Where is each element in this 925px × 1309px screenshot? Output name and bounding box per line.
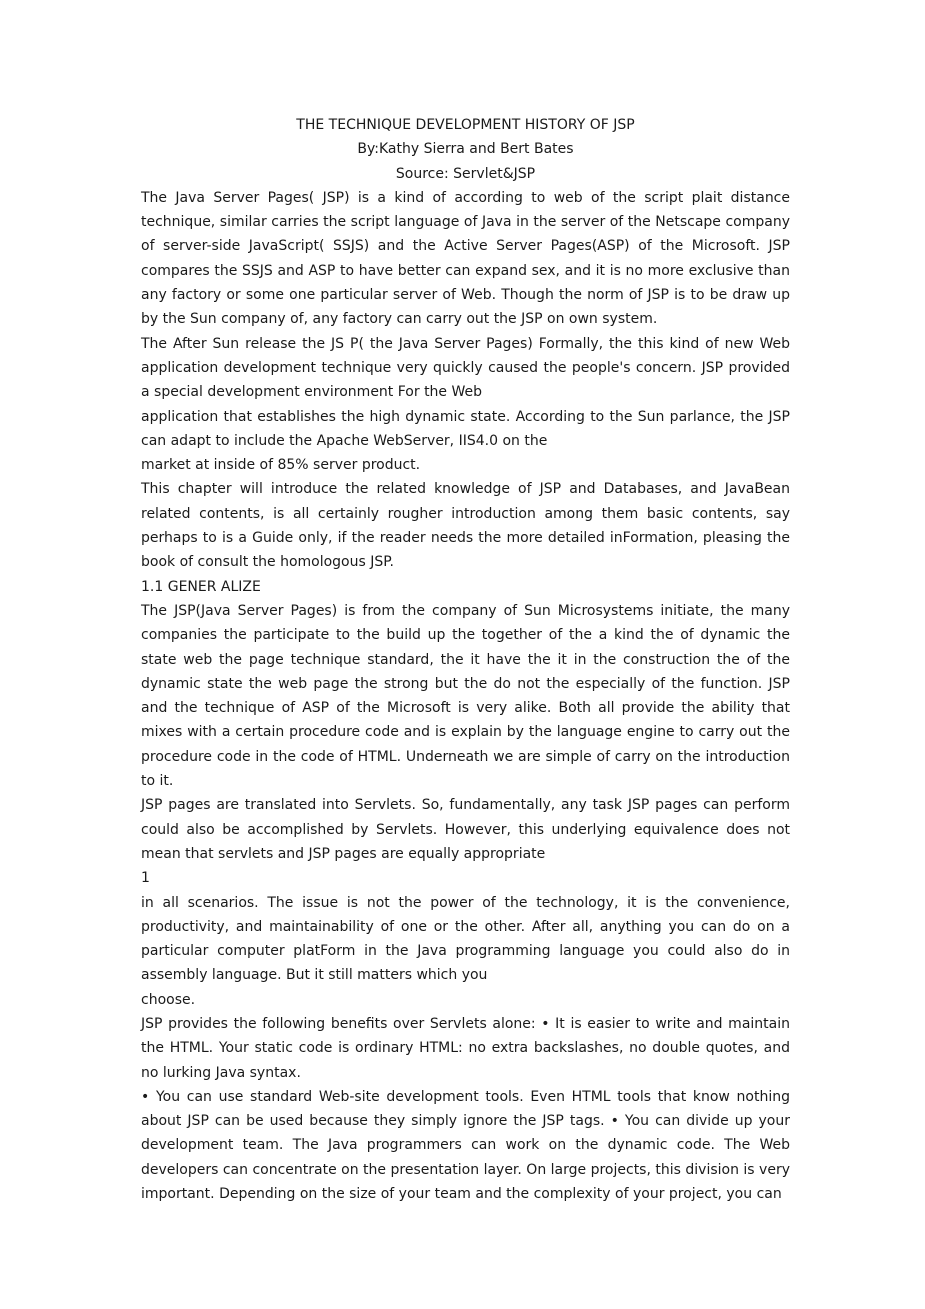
paragraph-generalize: The JSP(Java Server Pages) is from the company of Sun Microsystems initiate, the many companies the participate to the build up the together of the a kind the of dynamic the state web the page technique standard, the it have the it in the construction the of the dynamic state the web page the strong but the do not the especially of the function. JSP and the technique of ASP of the Microsoft is very alike. Both all provide the ability that mixes with a certain procedure code and is explain by the language engine to carry out the procedure code in the code of HTML. Underneath we are simple of carry on the introduction to it. <box>141 602 790 790</box>
paragraph-scenarios: in all scenarios. The issue is not the power of the technology, it is the convenience, productivity, and maintainability of one or the other. After all, anything you can do on a particular computer platForm in the Java programming language you could also do in assembly language. But it still matters which you <box>141 894 790 984</box>
paragraph-tools: • You can use standard Web-site development tools. Even HTML tools that know nothing about JSP can be used because they simply ignore the JSP tags. • You can divide up your development team. The Java programmers can work on the dynamic code. The Web developers can concentrate on the presentation layer. On large projects, this division is very important. Depending on the size of your team and the complexity of your project, you can <box>141 1088 790 1203</box>
paragraph-intro: The Java Server Pages( JSP) is a kind of according to web of the script plait distance technique, similar carries the script language of Java in the server of the Netscape company of server-side JavaScript( SSJS) and the Active Server Pages(ASP) of the Microsoft. JSP compares the SSJS and ASP to have better can expand sex, and it is no more exclusive than any factory or some one particular server of Web. Though the norm of JSP is to be draw up by the Sun company of, any factory can carry out the JSP on own system. <box>141 189 790 328</box>
paragraph-chapter-intro: This chapter will introduce the related knowledge of JSP and Databases, and JavaBean related contents, is all certainly rougher introduction among them basic contents, say perhaps to is a Guide only, if the reader needs the more detailed inFormation, pleasing the book of consult the homologous JSP. <box>141 481 790 571</box>
paragraph-benefits: JSP provides the following benefits over Servlets alone: • It is easier to write and maintain the HTML. Your static code is ordinary HTML: no extra backslashes, no double quotes, and no lurking Java syntax. <box>141 1015 790 1081</box>
document-content <box>141 113 790 1206</box>
paragraph-servlets: JSP pages are translated into Servlets. So, fundamentally, any task JSP pages can perform could also be accomplished by Servlets. However, this underlying equivalence does not mean that servlets and JSP pages are equally appropriate <box>141 797 790 862</box>
document-title: THE TECHNIQUE DEVELOPMENT HISTORY OF JSP <box>296 117 635 133</box>
paragraph-sun-release-end: market at inside of 85% server product. <box>141 457 421 474</box>
document-authors: By:Kathy Sierra and Bert Bates <box>357 141 574 158</box>
paragraph-choose: choose. <box>141 991 196 1008</box>
document-source: Source: Servlet&JSP <box>395 165 536 182</box>
paragraph-sun-release-cont: application that establishes the high dynamic state. According to the Sun parlance, the JSP can adapt to include the Apache WebServer, IIS4.0 on the <box>141 408 790 449</box>
paragraph-sun-release: The After Sun release the JS P( the Java Server Pages) Formally, the this kind of new Web application development technique very quickly caused the people's concern. JSP provided a special development environment For the Web <box>141 335 790 401</box>
page-number: 1 <box>141 870 150 887</box>
section-heading: 1.1 GENER ALIZE <box>141 578 261 595</box>
